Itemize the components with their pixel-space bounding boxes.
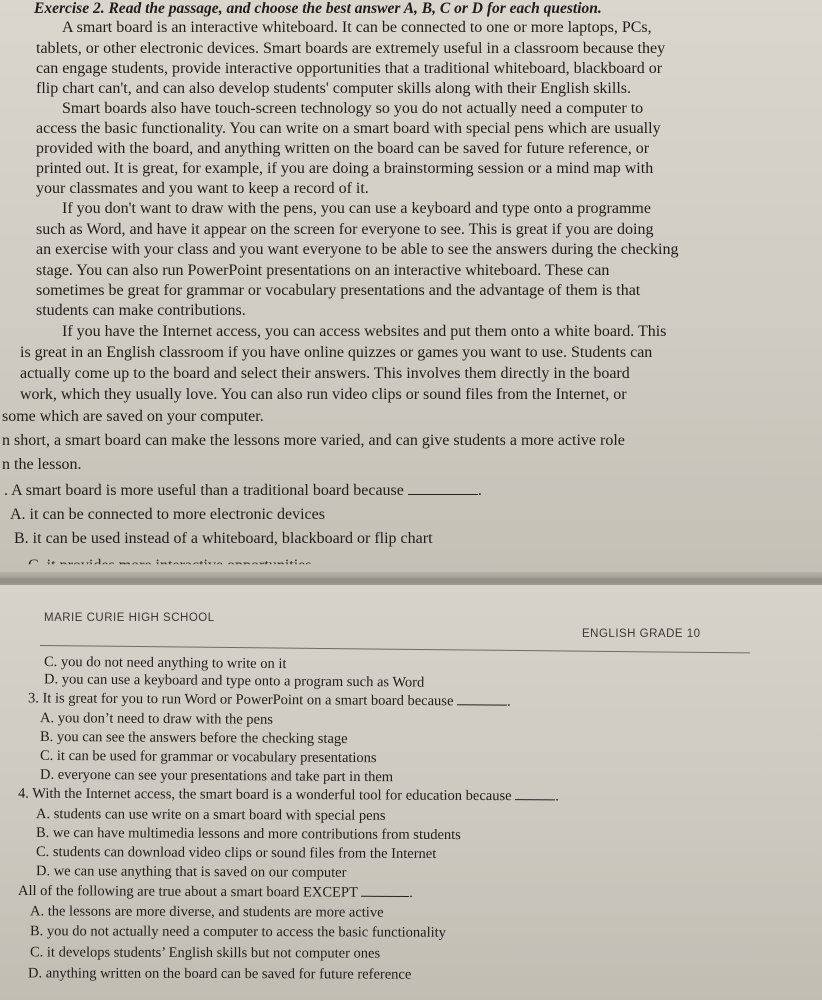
passage-line: printed out. It is great, for example, if you are doing a brainstorming session or a mind map with [36,160,654,177]
passage-line: is great in an English classroom if you have online quizzes or games you want to use. Students can [20,344,653,361]
passage-line: such as Word, and have it appear on the screen for everyone to see. This is great if you are doing [36,221,654,238]
question-5-stem: All of the following are true about a smart board EXCEPT [17,882,358,901]
passage-line: sometimes be great for grammar or vocabulary presentations and the advantage of them is that [36,282,641,299]
q4-option-a: A. students can use write on a smart board with special pens [35,806,386,824]
passage-line: A smart board is an interactive whiteboard. It can be connected to one or more laptops, PCs, [62,19,652,36]
q3-option-b: B. you can see the answers before the checking stage [39,728,348,748]
passage-line: access the basic functionality. You can write on a smart board with special pens which are usually [36,120,661,137]
passage-line: actually come up to the board and select their answers. This involves them directly in the board [20,365,630,382]
q2-option-d: D. you can use a keyboard and type onto a program such as Word [43,671,425,691]
passage-line: flip chart can't, and can also develop students' computer skills along with their English skills. [36,80,631,97]
question-5: All of the following are true about a smart board EXCEPT . [17,882,413,902]
q3-option-c: C. it can be used for grammar or vocabulary presentations [39,747,377,767]
passage-line: n the lesson. [2,456,82,473]
q5-option-b: B. you do not actually need a computer to access the basic functionality [29,923,446,941]
exercise-title: Exercise 2. Read the passage, and choose the best answer A, B, C or D for each question. [34,0,602,17]
passage-line: an exercise with your class and you want everyone to be able to see the answers during the checking [36,241,679,258]
answer-blank [515,799,555,800]
answer-blank [457,704,507,705]
passage-line: your classmates and you want to keep a record of it. [36,180,369,197]
q5-option-a: A. the lessons are more diverse, and students are more active [29,903,384,921]
answer-blank [408,494,478,495]
answer-blank [361,896,409,897]
passage-line: tablets, or other electronic devices. Smart boards are extremely useful in a classroom because they [36,40,666,57]
grade-header: ENGLISH GRADE 10 [582,628,701,640]
passage-line: can engage students, provide interactive opportunities that a traditional whiteboard, blackboard or [36,60,663,77]
question-3-stem: 3. It is great for you to run Word or PowerPoint on a smart board because [27,690,454,710]
school-header: MARIE CURIE HIGH SCHOOL [44,612,215,624]
q4-option-d: D. we can use anything that is saved on our computer [35,863,347,881]
q4-option-c: C. students can download video clips or sound files from the Internet [35,843,437,863]
question-4: 4. With the Internet access, the smart board is a wonderful tool for education because . [17,785,559,805]
question-1: . A smart board is more useful than a traditional board because . [4,482,482,499]
q4-option-b: B. we can have multimedia lessons and more contributions from students [35,824,461,844]
q3-option-d: D. everyone can see your presentations and take part in them [39,766,394,786]
passage-line: work, which they usually love. You can also run video clips or sound files from the Internet, or [20,386,627,403]
passage-line: some which are saved on your computer. [2,408,264,425]
q1-option-a: A. it can be connected to more electronic devices [10,506,325,523]
passage-line: If you have the Internet access, you can access websites and put them onto a white board. This [62,323,667,340]
passage-line: n short, a smart board can make the lessons more varied, and can give students a more active role [2,432,625,449]
q5-option-d: D. anything written on the board can be saved for future reference [27,965,412,983]
q1-option-b: B. it can be used instead of a whiteboard, blackboard or flip chart [14,530,433,547]
q3-option-a: A. you don’t need to draw with the pens [39,710,273,728]
question-1-stem: . A smart board is more useful than a traditional board because [4,482,404,499]
question-3: 3. It is great for you to run Word or PowerPoint on a smart board because . [27,690,511,710]
passage-line: Smart boards also have touch-screen technology so you do not actually need a computer to [62,100,644,117]
q2-option-c: C. you do not need anything to write on it [43,653,287,673]
passage-line: stage. You can also run PowerPoint presentations on an interactive whiteboard. These can [36,262,610,279]
passage-line: provided with the board, and anything written on the board can be saved for future reference, or [36,140,650,157]
question-4-stem: 4. With the Internet access, the smart board is a wonderful tool for education because [17,785,512,805]
passage-line: If you don't want to draw with the pens, you can use a keyboard and type onto a programme [62,200,651,217]
passage-line: students can make contributions. [36,302,246,319]
q5-option-c: C. it develops students’ English skills but not computer ones [29,944,381,962]
